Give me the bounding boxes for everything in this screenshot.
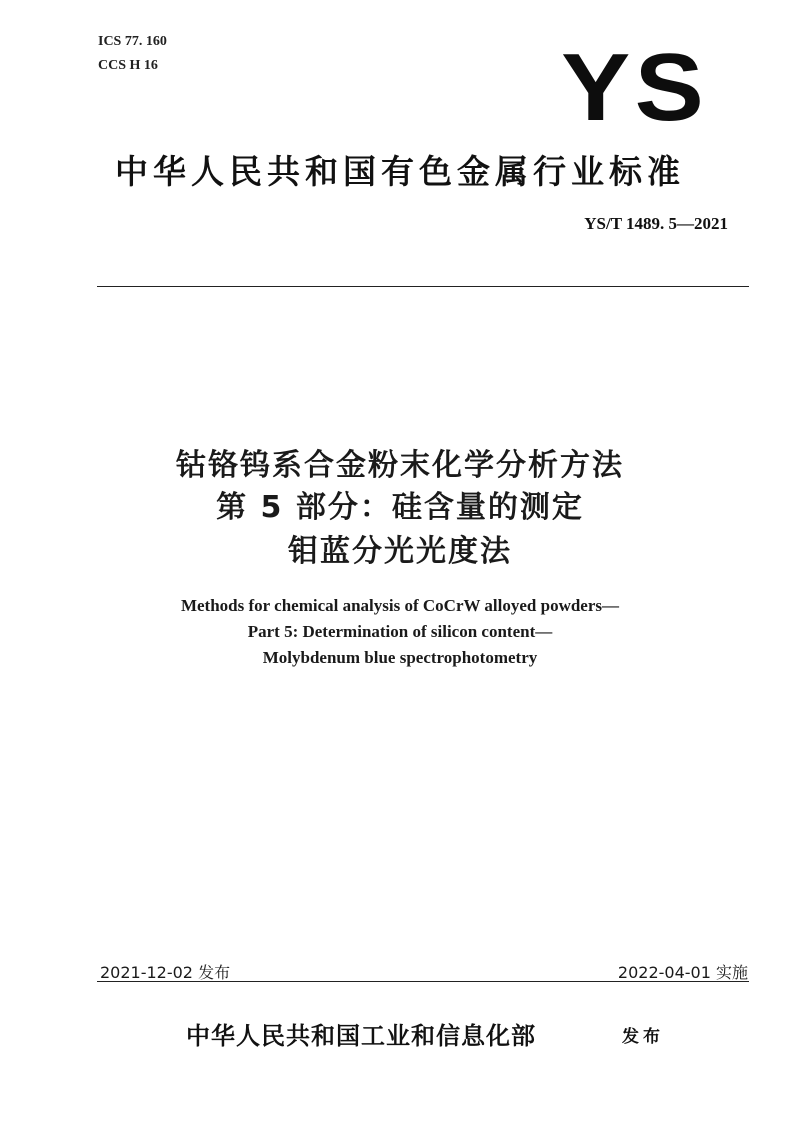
- publish-date: 2021-12-02 发布: [100, 963, 231, 982]
- standard-number: YS/T 1489. 5—2021: [584, 214, 728, 233]
- footer-divider: [97, 981, 749, 982]
- header-divider: [97, 286, 749, 287]
- effective-date: 2022-04-01 实施: [617, 963, 748, 982]
- english-title-line-1: Methods for chemical analysis of CoCrW alloyed powders—: [180, 596, 620, 615]
- ccs-code: CCS H 16: [98, 58, 158, 73]
- english-title-line-3: Molybdenum blue spectrophotometry: [262, 648, 538, 667]
- ics-code: ICS 77. 160: [98, 34, 167, 49]
- ys-logo: YS: [561, 34, 708, 141]
- chinese-title-line-1: 钴铬钨系合金粉末化学分析方法: [176, 448, 624, 483]
- standard-category-title: 中华人民共和国有色金属行业标准: [115, 152, 685, 191]
- chinese-title-line-3: 钼蓝分光光度法: [288, 534, 512, 569]
- issuing-authority: 中华人民共和国工业和信息化部: [186, 1021, 536, 1050]
- english-title-line-2: Part 5: Determination of silicon content—: [247, 622, 553, 641]
- issue-action-label: 发布: [622, 1027, 664, 1047]
- chinese-title-line-2: 第 5 部分：硅含量的测定: [216, 490, 584, 525]
